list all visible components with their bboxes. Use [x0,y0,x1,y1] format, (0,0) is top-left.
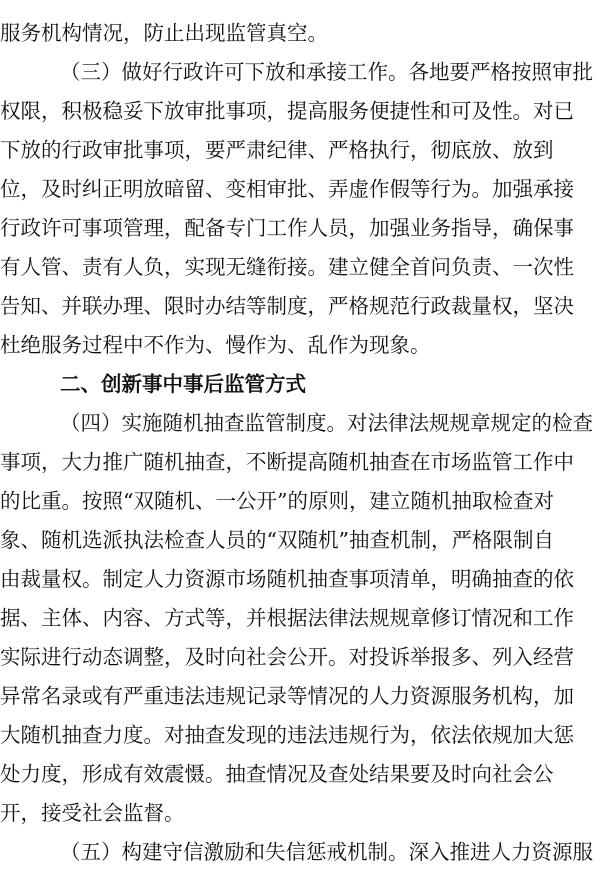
text-line-7: 有人管、责有人负，实现无缝衔接。建立健全首问负责、一次性 [0,255,574,279]
text-line-11: （四）实施随机抽查监管制度。对法律法规规章规定的检查 [60,411,593,435]
text-line-4: 下放的行政审批事项，要严肃纪律、严格执行，彻底放、放到 [0,138,554,162]
text-line-13: 的比重。按照“双随机、一公开”的原则，建立随机抽取检查对 [0,489,554,513]
text-line-1: 服务机构情况，防止出现监管真空。 [0,21,328,45]
text-line-6: 行政许可事项管理，配备专门工作人员，加强业务指导，确保事 [0,216,574,240]
text-line-21: 开，接受社会监督。 [0,801,185,825]
text-line-2: （三）做好行政许可下放和承接工作。各地要严格按照审批 [60,60,593,84]
text-line-3: 权限，积极稳妥下放审批事项，提高服务便捷性和可及性。对已 [0,99,574,123]
text-line-17: 实际进行动态调整，及时向社会公开。对投诉举报多、列入经营 [0,645,574,669]
text-line-20: 处力度，形成有效震慑。抽查情况及查处结果要及时向社会公 [0,762,554,786]
text-line-15: 由裁量权。制定人力资源市场随机抽查事项清单，明确抽查的依 [0,567,574,591]
text-line-22: （五）构建守信激励和失信惩戒机制。深入推进人力资源服 [60,840,593,864]
section-heading: 二、创新事中事后监管方式 [60,372,306,396]
text-line-5: 位，及时纠正明放暗留、变相审批、弄虚作假等行为。加强承接 [0,177,574,201]
text-line-9: 杜绝服务过程中不作为、慢作为、乱作为现象。 [0,333,431,357]
text-line-18: 异常名录或有严重违法违规记录等情况的人力资源服务机构，加 [0,684,574,708]
text-line-19: 大随机抽查力度。对抽查发现的违法违规行为，依法依规加大惩 [0,723,574,747]
text-line-16: 据、主体、内容、方式等，并根据法律法规规章修订情况和工作 [0,606,574,630]
text-line-12: 事项，大力推广随机抽查，不断提高随机抽查在市场监管工作中 [0,450,574,474]
text-line-14: 象、随机选派执法检查人员的“双随机”抽查机制，严格限制自 [0,528,554,552]
text-line-8: 告知、并联办理、限时办结等制度，严格规范行政裁量权，坚决 [0,294,574,318]
